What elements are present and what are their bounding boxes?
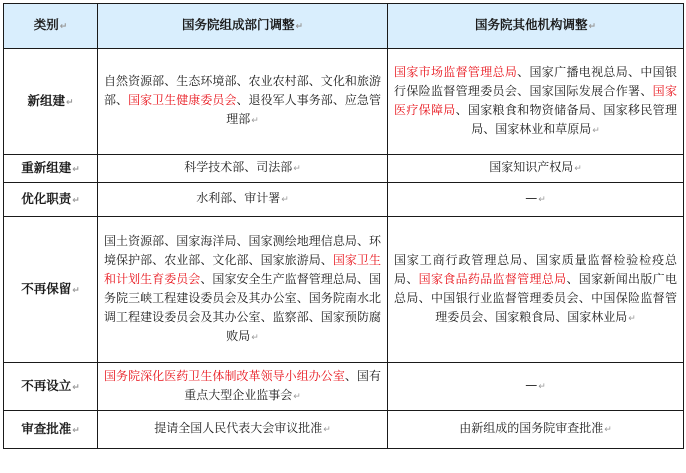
- cell-end-mark: ↵: [72, 164, 80, 175]
- cell-end-mark: ↵: [72, 195, 80, 206]
- cell-text: 国家知识产权局: [489, 160, 574, 174]
- category-label: 不再保留: [21, 280, 72, 296]
- cell-end-mark: ↵: [72, 285, 80, 296]
- cell-text: 、国家新闻出版广电总局、中国银行业监督管理委员会、中国保险监督管理委员会、国家粮食局、国家林业局: [394, 271, 677, 324]
- ministries-cell: [98, 49, 388, 155]
- cell-text: 、国家广播电视总局、中国银行保险监督管理委员会、国家国际发展合作署、: [394, 64, 677, 98]
- category-label: 新组建: [27, 92, 65, 108]
- highlighted-text: 国家市场监督管理总局: [394, 64, 518, 79]
- cell-end-mark: ↵: [295, 22, 304, 32]
- category-cell: [4, 411, 98, 449]
- table-row: [4, 155, 684, 183]
- table-row: [4, 183, 684, 217]
- other-agencies-cell: [388, 411, 684, 449]
- other-agencies-cell: [388, 49, 684, 155]
- other-agencies-cell: [388, 217, 684, 363]
- cell-end-mark: ↵: [293, 164, 301, 174]
- cell-text: 、退役军人事务部、应急管理部: [226, 93, 381, 126]
- header-category: 类别↵: [4, 4, 98, 49]
- cell-end-mark: ↵: [538, 195, 546, 205]
- cell-end-mark: ↵: [281, 195, 289, 205]
- cell-text: —: [525, 191, 538, 205]
- cell-end-mark: ↵: [65, 97, 74, 108]
- ministries-cell: [98, 363, 388, 411]
- cell-text: 水利部、审计署: [196, 191, 281, 205]
- table-row: [4, 363, 684, 411]
- cell-text: 提请全国人民代表大会审议批准: [154, 421, 323, 435]
- header-row: [4, 4, 684, 49]
- category-cell: [4, 183, 98, 217]
- cell-end-mark: ↵: [72, 382, 80, 393]
- cell-text: 科学技术部、司法部: [184, 160, 293, 174]
- cell-end-mark: ↵: [323, 425, 331, 435]
- other-agencies-cell: [388, 155, 684, 183]
- cell-end-mark: ↵: [72, 425, 80, 436]
- cell-end-mark: ↵: [251, 332, 259, 343]
- cell-end-mark: ↵: [604, 425, 612, 435]
- highlighted-text: 国家食品药品监督管理总局: [418, 271, 567, 286]
- highlighted-text: 国家卫生和计划生育委员会: [104, 252, 381, 286]
- category-label: 重新组建: [21, 159, 72, 175]
- category-label: 不再设立: [21, 377, 72, 393]
- highlighted-text: 国务院深化医药卫生体制改革领导小组办公室: [104, 368, 345, 383]
- cell-text: 、国家安全生产监督管理总局、国务院三峡工程建设委员会及其办公室、国务院南水北调工程建设委员会及其办公室、监察部、国家预防腐败局: [104, 271, 381, 343]
- table-row: [4, 49, 684, 155]
- cell-text: —: [525, 378, 538, 392]
- cell-text: 、国有重点大型企业监事会: [184, 368, 381, 402]
- category-cell: [4, 155, 98, 183]
- cell-end-mark: ↵: [538, 382, 546, 392]
- ministries-cell: [98, 217, 388, 363]
- cell-end-mark: ↵: [592, 125, 600, 136]
- cell-text: 国家工商行政管理总局、国家质量监督检验检疫总局、: [394, 252, 677, 286]
- highlighted-text: 国家医疗保障局: [394, 83, 677, 117]
- cell-text: 、国家粮食和物资储备局、国家移民管理局、国家林业和草原局: [455, 102, 677, 136]
- cell-end-mark: ↵: [251, 116, 259, 126]
- header-ministries: 国务院组成部门调整↵: [98, 4, 388, 49]
- cell-end-mark: ↵: [59, 22, 68, 32]
- cell-end-mark: ↵: [628, 313, 636, 324]
- institution-reform-table: [3, 3, 684, 449]
- category-cell: [4, 49, 98, 155]
- table-container: [3, 3, 684, 449]
- cell-end-mark: ↵: [588, 22, 597, 32]
- cell-end-mark: ↵: [293, 391, 301, 402]
- table-row: [4, 411, 684, 449]
- header-other-agencies: 国务院其他机构调整↵: [388, 4, 684, 49]
- other-agencies-cell: [388, 363, 684, 411]
- category-label: 审查批准: [21, 420, 72, 436]
- ministries-cell: [98, 411, 388, 449]
- other-agencies-cell: [388, 183, 684, 217]
- ministries-cell: [98, 183, 388, 217]
- table-row: [4, 217, 684, 363]
- highlighted-text: 国家卫生健康委员会: [128, 93, 237, 107]
- cell-text: 自然资源部、生态环境部、农业农村部、文化和旅游部、: [104, 74, 381, 107]
- cell-text: 国土资源部、国家海洋局、国家测绘地理信息局、环境保护部、农业部、文化部、国家旅游局、: [104, 233, 381, 267]
- table-body: [4, 49, 684, 449]
- cell-end-mark: ↵: [574, 164, 582, 174]
- ministries-cell: [98, 155, 388, 183]
- category-cell: [4, 217, 98, 363]
- category-label: 优化职责: [21, 190, 72, 206]
- cell-text: 由新组成的国务院审查批准: [459, 421, 604, 435]
- category-cell: [4, 363, 98, 411]
